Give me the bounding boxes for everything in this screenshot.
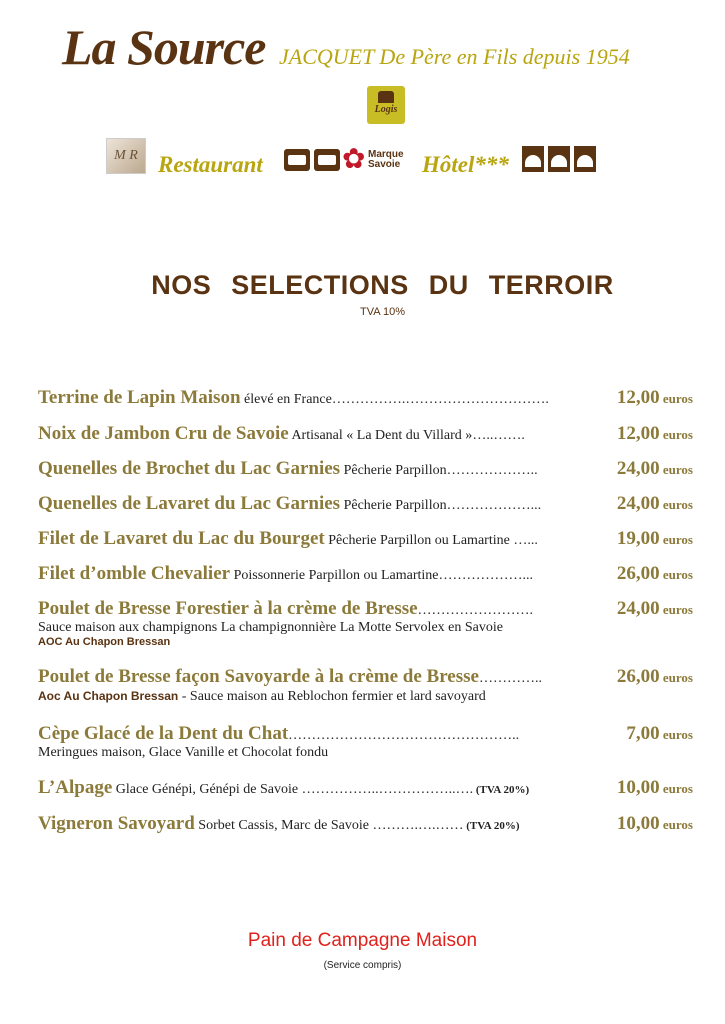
item-aoc: Aoc Au Chapon Bressan xyxy=(38,689,179,703)
cooking-pot-icon xyxy=(284,149,310,171)
item-subdesc-rest: - Sauce maison au Reblochon fermier et lard savoyard xyxy=(178,689,486,704)
price-currency: euros xyxy=(659,391,693,406)
page-title: NOS SELECTIONS DU TERROIR xyxy=(151,270,614,300)
item-price xyxy=(617,666,693,688)
item-price xyxy=(617,563,693,585)
hotel-bell-icon xyxy=(522,146,544,172)
menu-item xyxy=(38,493,693,515)
price-currency: euros xyxy=(659,781,693,796)
price-value: 12,00 xyxy=(616,423,660,444)
item-price xyxy=(617,598,693,620)
price-value: 10,00 xyxy=(616,777,660,798)
item-name: Quenelles de Brochet du Lac Garnies xyxy=(38,458,341,479)
hotel-bell-icon xyxy=(574,146,596,172)
savoie-label: Savoie xyxy=(368,159,401,170)
price-value: 19,00 xyxy=(616,528,660,549)
price-currency: euros xyxy=(659,532,693,547)
item-desc: Artisanal « La Dent du Villard » xyxy=(288,428,473,443)
item-name: Quenelles de Lavaret du Lac Garnies xyxy=(38,493,341,514)
item-desc: Poissonnerie Parpillon ou Lamartine xyxy=(230,568,439,583)
price-value: 26,00 xyxy=(616,666,660,687)
item-desc: Sorbet Cassis, Marc de Savoie xyxy=(194,818,373,833)
menu-item xyxy=(38,598,693,648)
item-dots: ………………... xyxy=(446,498,542,513)
price-currency: euros xyxy=(659,462,693,477)
price-value: 24,00 xyxy=(616,458,660,479)
item-dots: ……….….…… xyxy=(372,818,464,833)
restaurant-label: Restaurant xyxy=(158,152,263,177)
marque-savoie-logo xyxy=(342,146,402,176)
marque-label: Marque xyxy=(368,149,404,160)
price-currency: euros xyxy=(659,427,693,442)
item-name: Noix de Jambon Cru de Savoie xyxy=(38,423,289,444)
item-name: Filet d’omble Chevalier xyxy=(38,563,231,584)
hotel-bell-icon xyxy=(548,146,570,172)
item-name: Cèpe Glacé de la Dent du Chat xyxy=(38,723,289,744)
item-price xyxy=(617,813,693,835)
price-value: 24,00 xyxy=(616,598,660,619)
menu-item xyxy=(38,777,693,799)
price-currency: euros xyxy=(659,567,693,582)
item-name: Filet de Lavaret du Lac du Bourget xyxy=(38,528,325,549)
menu-item xyxy=(38,723,693,761)
price-currency: euros xyxy=(659,817,693,832)
price-value: 10,00 xyxy=(616,813,660,834)
logis-label: Logis xyxy=(374,104,398,115)
menu-item xyxy=(38,387,693,409)
menu-item xyxy=(38,666,693,705)
item-name: Poulet de Bresse façon Savoyarde à la crème de Bresse xyxy=(38,666,479,687)
item-name: Poulet de Bresse Forestier à la crème de Bresse xyxy=(38,598,418,619)
price-currency: euros xyxy=(659,497,693,512)
item-dots: ……………..……………..…. xyxy=(301,782,474,797)
item-price xyxy=(626,723,693,745)
item-price xyxy=(617,777,693,799)
item-price xyxy=(617,493,693,515)
item-desc: Glace Génépi, Génépi de Savoie xyxy=(112,782,302,797)
menu-item xyxy=(38,563,693,585)
item-name: L’Alpage xyxy=(38,777,113,798)
item-desc: élevé en France xyxy=(240,392,332,407)
item-dots: ………………………………………….. xyxy=(288,728,520,743)
item-desc: Pêcherie Parpillon xyxy=(340,463,447,478)
item-vat: (TVA 20%) xyxy=(473,784,530,796)
hotel-rating xyxy=(522,146,596,177)
brand-tagline: JACQUET De Père en Fils depuis 1954 xyxy=(279,44,630,69)
item-name: Terrine de Lapin Maison xyxy=(38,387,241,408)
item-price xyxy=(617,387,693,409)
item-desc: Pêcherie Parpillon ou Lamartine xyxy=(324,533,510,548)
brand-name: La Source xyxy=(62,19,266,75)
item-aoc: AOC Au Chapon Bressan xyxy=(38,636,171,648)
menu-item xyxy=(38,423,693,445)
item-dots: ……………………. xyxy=(417,603,534,618)
item-dots: …………….…………………………. xyxy=(331,392,549,407)
price-value: 12,00 xyxy=(616,387,660,408)
menu-item xyxy=(38,813,693,835)
bread-note: Pain de Campagne Maison xyxy=(247,930,478,951)
item-price xyxy=(617,528,693,550)
item-subdesc: Meringues maison, Glace Vanille et Chocolat fondu xyxy=(38,745,329,760)
item-price xyxy=(617,458,693,480)
price-currency: euros xyxy=(659,727,693,742)
item-dots: …..……. xyxy=(472,428,525,443)
menu-item xyxy=(38,528,693,550)
price-value: 26,00 xyxy=(616,563,660,584)
item-dots: ………………... xyxy=(438,568,533,583)
item-dots: ………….. xyxy=(478,671,542,686)
item-dots: ……………….. xyxy=(446,463,538,478)
price-currency: euros xyxy=(659,670,693,685)
logis-hat-icon xyxy=(378,91,394,103)
restaurant-rating xyxy=(284,149,340,176)
item-vat: (TVA 20%) xyxy=(463,820,520,832)
item-subdesc xyxy=(38,688,693,705)
item-desc: Pêcherie Parpillon xyxy=(340,498,447,513)
cooking-pot-icon xyxy=(314,149,340,171)
item-subdesc: Sauce maison aux champignons La champignonnière La Motte Servolex en Savoie xyxy=(38,620,503,635)
menu-item xyxy=(38,458,693,480)
price-currency: euros xyxy=(659,602,693,617)
price-value: 7,00 xyxy=(626,723,660,744)
item-price xyxy=(617,423,693,445)
price-value: 24,00 xyxy=(616,493,660,514)
tva-note: TVA 10% xyxy=(359,306,406,318)
item-name: Vigneron Savoyard xyxy=(38,813,195,834)
maitres-restaurateurs-logo: M R xyxy=(106,138,146,174)
hotel-label: Hôtel*** xyxy=(422,152,509,177)
item-dots: …... xyxy=(509,533,538,548)
logis-logo xyxy=(367,86,405,124)
service-note: (Service compris) xyxy=(323,960,402,971)
savoie-flower-icon: ✿ xyxy=(342,144,366,175)
